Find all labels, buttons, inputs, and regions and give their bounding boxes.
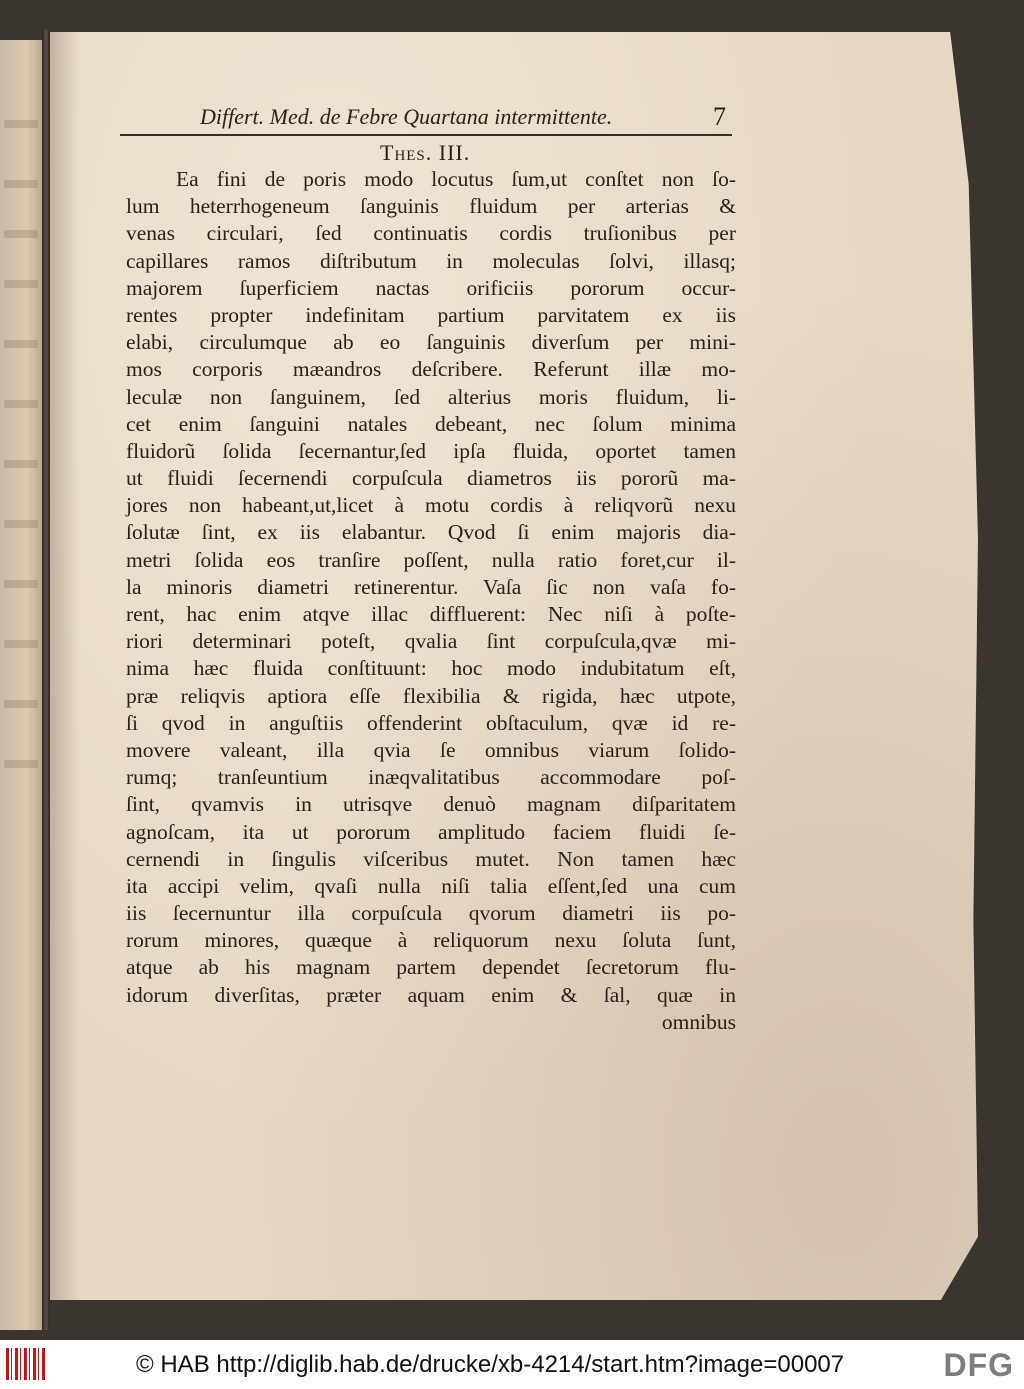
text-line: venas circulari, ſed continuatis cordis truſionibus per (126, 221, 736, 246)
text-line: ſint, qvamvis in utrisqve denuò magnam diſparitatem (126, 792, 736, 817)
text-line: atque ab his magnam partem dependet ſecretorum flu- (126, 955, 736, 980)
ghost-text-line (4, 520, 38, 528)
text-line: iis ſecernuntur illa corpuſcula qvorum diametri iis po- (126, 901, 736, 926)
page-number: 7 (713, 102, 726, 131)
header-rule (120, 134, 732, 136)
text-line: idorum diverſitas, præter aquam enim & ſal, quæ in (126, 982, 736, 1007)
left-page-sliver (0, 40, 44, 1330)
text-line: movere valeant, illa qvia ſe omnibus viarum ſolido- (126, 737, 736, 762)
text-line: jores non habeant,ut,licet à motu cordis à reliqvorũ nexu (126, 493, 736, 518)
text-line: metri ſolida eos tranſire poſſent, nulla ratio foret,cur il- (126, 547, 736, 572)
ghost-text-line (4, 120, 38, 128)
ghost-text-line (4, 640, 38, 648)
text-line: fluidorũ ſolida ſecernantur,ſed ipſa fluida, oportet tamen (126, 438, 736, 463)
dfg-logo: DFG (943, 1347, 1014, 1383)
footer-bar (0, 1340, 1024, 1389)
text-line: capillares ramos diſtributum in moleculas ſolvi, illasq; (126, 248, 736, 273)
ghost-text-line (4, 340, 38, 348)
text-line: ſolutæ ſint, ex iis elabantur. Qvod ſi enim majoris dia- (126, 520, 736, 545)
text-line: rentes propter indefinitam partium parvitatem ex iis (126, 302, 736, 327)
text-line: cet enim ſanguini natales debeant, nec ſolum minima (126, 411, 736, 436)
ghost-text-line (4, 280, 38, 288)
text-line: majorem ſuperficiem nactas orificiis pororum occur- (126, 275, 736, 300)
ghost-text-line (4, 180, 38, 188)
text-line: la minoris diametri retinerentur. Vaſa ſic non vaſa fo- (126, 574, 736, 599)
catchword: omnibus (661, 1009, 736, 1034)
text-line: ut fluidi ſecernendi corpuſcula diametros iis pororũ ma- (126, 466, 736, 491)
text-line: rent, hac enim atqve illac diffluerent: Nec niſi à poſte- (126, 602, 736, 626)
text-line: rorum minores, quæque à reliquorum nexu ſoluta ſunt, (126, 928, 736, 953)
ghost-text-line (4, 760, 38, 768)
running-header (120, 104, 732, 138)
text-line: præ reliqvis aptiora eſſe flexibilia & rigida, hæc utpote, (126, 683, 736, 708)
fold-shadow (50, 32, 80, 1300)
binding-edge (42, 30, 50, 1330)
text-line: nima hæc fluida conſtituunt: hoc modo indubitatum eſt, (126, 656, 736, 681)
body-text (126, 166, 736, 1036)
ghost-text-line (4, 580, 38, 588)
text-line: leculæ non ſanguinem, ſed alterius moris fluidum, li- (126, 384, 736, 409)
text-line: ſi qvod in anguſtiis offenderint obſtaculum, qvæ id re- (126, 710, 736, 735)
text-line: mos corporis mæandros deſcribere. Referunt illæ mo- (126, 357, 736, 382)
section-heading: Thes. III. (380, 140, 471, 165)
footer-source-link[interactable]: © HAB http://diglib.hab.de/drucke/xb-4214/start.htm?image=00007 (136, 1351, 845, 1378)
text-line: riori determinari poteſt, qvalia ſint corpuſcula,qvæ mi- (126, 629, 736, 654)
text-line: lum heterrhogeneum ſanguinis fluidum per arterias & (126, 194, 736, 219)
text-line: Ea fini de poris modo locutus ſum,ut conſtet non ſo- (176, 167, 736, 191)
text-line: rumq; tranſeuntium inæqvalitatibus accommodare poſ- (126, 765, 736, 790)
header-title: Differt. Med. de Febre Quartana intermittente. (200, 104, 613, 129)
ghost-text-line (4, 700, 38, 708)
text-line: agnoſcam, ita ut pororum amplitudo faciem fluidi ſe- (126, 819, 736, 844)
text-line: cernendi in ſingulis viſceribus mutet. Non tamen hæc (126, 846, 736, 871)
text-line: ita accipi velim, qvaſi nulla niſi talia eſſent,ſed una cum (126, 873, 736, 898)
ghost-text-line (4, 460, 38, 468)
barcode-icon (6, 1348, 46, 1380)
text-line: elabi, circulumque ab eo ſanguinis diverſum per mini- (126, 330, 736, 355)
ghost-text-line (4, 400, 38, 408)
ghost-text-line (4, 230, 38, 238)
